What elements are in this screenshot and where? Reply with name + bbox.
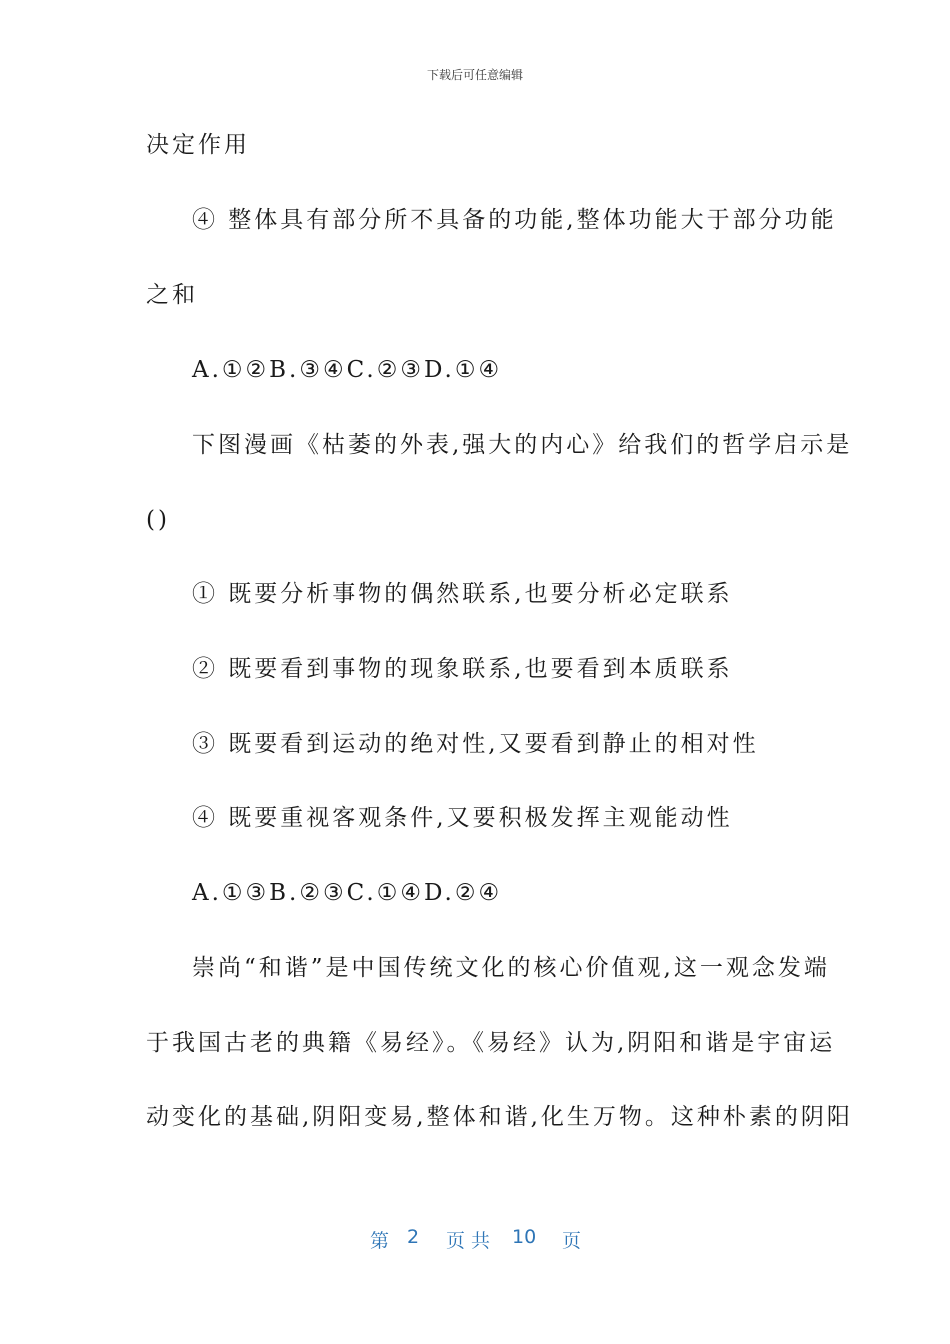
text-line: 之和 <box>146 282 198 308</box>
text-line: ④ 整体具有部分所不具备的功能,整体功能大于部分功能 <box>192 207 837 233</box>
footer-di: 第 <box>370 1230 390 1252</box>
text-line: 决定作用 <box>146 132 250 158</box>
paragraph-line: 于我国古老的典籍《易经》。《易经》认为,阴阳和谐是宇宙运 <box>146 1030 836 1056</box>
footer-ye: 页 <box>562 1230 582 1252</box>
footer-page-number: 2 <box>407 1226 420 1248</box>
page-header: 下载后可任意编辑 <box>426 68 523 82</box>
answer-options: A.①③B.②③C.①④D.②④ <box>192 880 503 906</box>
option-item: ① 既要分析事物的偶然联系,也要分析必定联系 <box>192 581 733 607</box>
option-item: ④ 既要重视客观条件,又要积极发挥主观能动性 <box>192 805 733 831</box>
paragraph-line: 动变化的基础,阴阳变易,整体和谐,化生万物。这种朴素的阴阳 <box>146 1104 853 1130</box>
question-stem: 下图漫画《枯萎的外表,强大的内心》给我们的哲学启示是 <box>192 432 853 458</box>
paragraph-line: 崇尚“和谐”是中国传统文化的核心价值观,这一观念发端 <box>192 955 830 981</box>
footer-total-pages: 10 <box>512 1226 537 1248</box>
answer-blank: () <box>146 507 170 533</box>
footer-ye-gong: 页 共 <box>446 1230 491 1252</box>
option-item: ② 既要看到事物的现象联系,也要看到本质联系 <box>192 656 733 682</box>
option-item: ③ 既要看到运动的绝对性,又要看到静止的相对性 <box>192 731 759 757</box>
answer-options: A.①②B.③④C.②③D.①④ <box>192 357 503 383</box>
